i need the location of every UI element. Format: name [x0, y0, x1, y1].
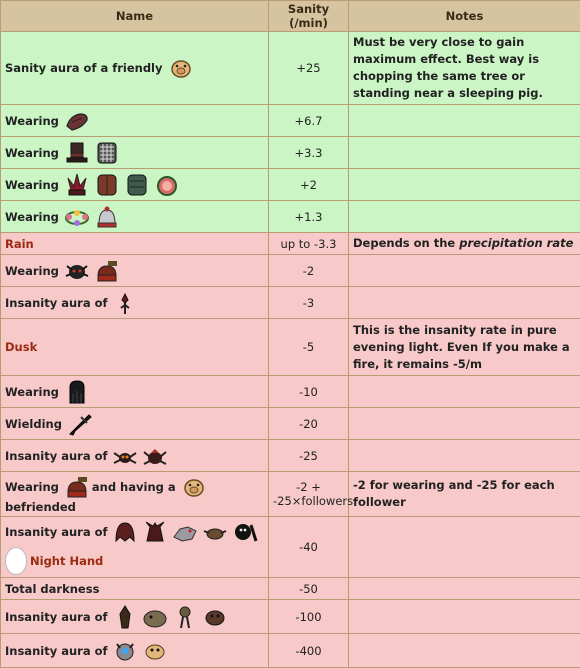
pig-face-icon	[181, 474, 207, 500]
notes-cell	[349, 169, 580, 201]
fashion-melon-icon	[154, 172, 180, 198]
name-cell	[1, 233, 269, 255]
row-label: Wielding	[5, 417, 62, 431]
table-row	[1, 137, 580, 169]
row-label: Wearing	[5, 210, 59, 224]
table-row	[1, 634, 580, 668]
table-row	[1, 600, 580, 634]
name-cell	[1, 137, 269, 169]
notes-cell	[349, 408, 580, 440]
bearger-icon	[142, 604, 168, 630]
table-row	[1, 287, 580, 319]
sanity-value: -2 + -25×followers	[269, 472, 349, 517]
notes-cell	[349, 634, 580, 668]
table-row	[1, 440, 580, 472]
table-row	[1, 255, 580, 287]
row-label: Wearing	[5, 114, 59, 128]
sanity-value: -100	[269, 600, 349, 634]
koalefant-icon	[202, 604, 228, 630]
sanity-value: +6.7	[269, 105, 349, 137]
row-label: Insanity aura of	[5, 525, 107, 539]
header-sanity[interactable]: Sanity (/min)	[269, 1, 349, 32]
name-cell	[1, 169, 269, 201]
spider-queen-face-icon	[142, 638, 168, 664]
row-label: Insanity aura of	[5, 644, 107, 658]
spider-warrior-icon	[142, 443, 168, 469]
header-row	[1, 1, 580, 32]
sanity-value: -3	[269, 287, 349, 319]
feather-hat-icon	[64, 172, 90, 198]
breezy-vest-icon	[94, 172, 120, 198]
sanity-value: +1.3	[269, 201, 349, 233]
spider-queen-icon	[202, 519, 228, 545]
name-cell	[1, 105, 269, 137]
puffy-vest-icon	[124, 172, 150, 198]
table-row	[1, 517, 580, 578]
bee-hat-icon	[64, 474, 90, 500]
notes-cell	[349, 517, 580, 578]
header-notes[interactable]: Notes	[349, 1, 580, 32]
name-cell	[1, 287, 269, 319]
row-label: Total darkness	[5, 582, 99, 596]
table-row	[1, 319, 580, 376]
row-label: Dusk	[5, 340, 37, 354]
notes-cell	[349, 440, 580, 472]
night-hand-label[interactable]: Night Hand	[30, 554, 103, 568]
dark-sword-icon	[67, 411, 93, 437]
table-row	[1, 105, 580, 137]
name-cell	[1, 578, 269, 600]
hound-icon	[172, 519, 198, 545]
row-label: Wearing	[5, 264, 59, 278]
shadow-creature-icon	[232, 519, 258, 545]
notes-cell: -2 for wearing and -25 for each follower	[349, 472, 580, 517]
row-label: Wearing	[5, 146, 59, 160]
pig-face-icon	[168, 55, 194, 81]
row-label-end: befriended	[5, 500, 76, 514]
sanity-value: -5	[269, 319, 349, 376]
spider-icon	[112, 443, 138, 469]
name-cell	[1, 472, 269, 517]
row-label: Insanity aura of	[5, 449, 107, 463]
night-hand-icon	[5, 547, 27, 575]
sanity-value: -2	[269, 255, 349, 287]
top-hat-icon	[64, 140, 90, 166]
notes-cell: This is the insanity rate in pure evening light. Even If you make a fire, it remains -5/m	[349, 319, 580, 376]
notes-text: Depends on the	[353, 236, 459, 250]
row-label-middle: and having a	[92, 480, 176, 494]
sanity-value: -10	[269, 376, 349, 408]
notes-cell	[349, 233, 580, 255]
table-row	[1, 169, 580, 201]
row-label: Sanity aura of a friendly	[5, 61, 163, 75]
sanity-value: -40	[269, 517, 349, 578]
name-cell	[1, 440, 269, 472]
sanity-value: -50	[269, 578, 349, 600]
spider-hat-icon	[64, 258, 90, 284]
table-row	[1, 408, 580, 440]
bee-hat-icon	[94, 258, 120, 284]
name-cell	[1, 32, 269, 105]
table-row	[1, 233, 580, 255]
sanity-value: +2	[269, 169, 349, 201]
table-row	[1, 472, 580, 517]
sanity-value: +3.3	[269, 137, 349, 169]
row-label: Insanity aura of	[5, 296, 107, 310]
row-label: Wearing	[5, 480, 59, 494]
sanity-value: -25	[269, 440, 349, 472]
krampus-icon	[142, 519, 168, 545]
sanity-value: -400	[269, 634, 349, 668]
name-cell	[1, 201, 269, 233]
notes-cell	[349, 137, 580, 169]
table-row	[1, 376, 580, 408]
name-cell	[1, 600, 269, 634]
winter-hat-icon	[94, 204, 120, 230]
notes-cell	[349, 105, 580, 137]
sanity-value: -20	[269, 408, 349, 440]
table-row	[1, 578, 580, 600]
table-row	[1, 32, 580, 105]
deerclops-icon	[112, 638, 138, 664]
row-label: Insanity aura of	[5, 610, 107, 624]
notes-cell	[349, 578, 580, 600]
treeguard-icon	[112, 604, 138, 630]
row-label: Wearing	[5, 385, 59, 399]
notes-cell	[349, 255, 580, 287]
name-cell	[1, 408, 269, 440]
notes-cell	[349, 287, 580, 319]
name-cell	[1, 319, 269, 376]
garland-icon	[64, 204, 90, 230]
tallbird-icon	[172, 604, 198, 630]
row-label: Rain	[5, 237, 34, 251]
sanity-value: up to -3.3	[269, 233, 349, 255]
night-armor-icon	[64, 379, 90, 405]
dapper-vest-icon	[64, 108, 90, 134]
table-row	[1, 201, 580, 233]
notes-cell	[349, 201, 580, 233]
notes-cell	[349, 376, 580, 408]
dapper-vest-checked-icon	[94, 140, 120, 166]
header-name[interactable]: Name	[1, 1, 269, 32]
ghost-icon	[112, 519, 138, 545]
row-label: Wearing	[5, 178, 59, 192]
name-cell	[1, 376, 269, 408]
sanity-value: +25	[269, 32, 349, 105]
precipitation-rate-link[interactable]: precipitation rate	[459, 236, 573, 250]
name-cell	[1, 634, 269, 668]
notes-cell: Must be very close to gain maximum effect. Best way is chopping the same tree or standing near a sleeping pig.	[349, 32, 580, 105]
evil-flower-icon	[112, 290, 138, 316]
name-cell	[1, 255, 269, 287]
name-cell	[1, 517, 269, 578]
notes-cell	[349, 600, 580, 634]
